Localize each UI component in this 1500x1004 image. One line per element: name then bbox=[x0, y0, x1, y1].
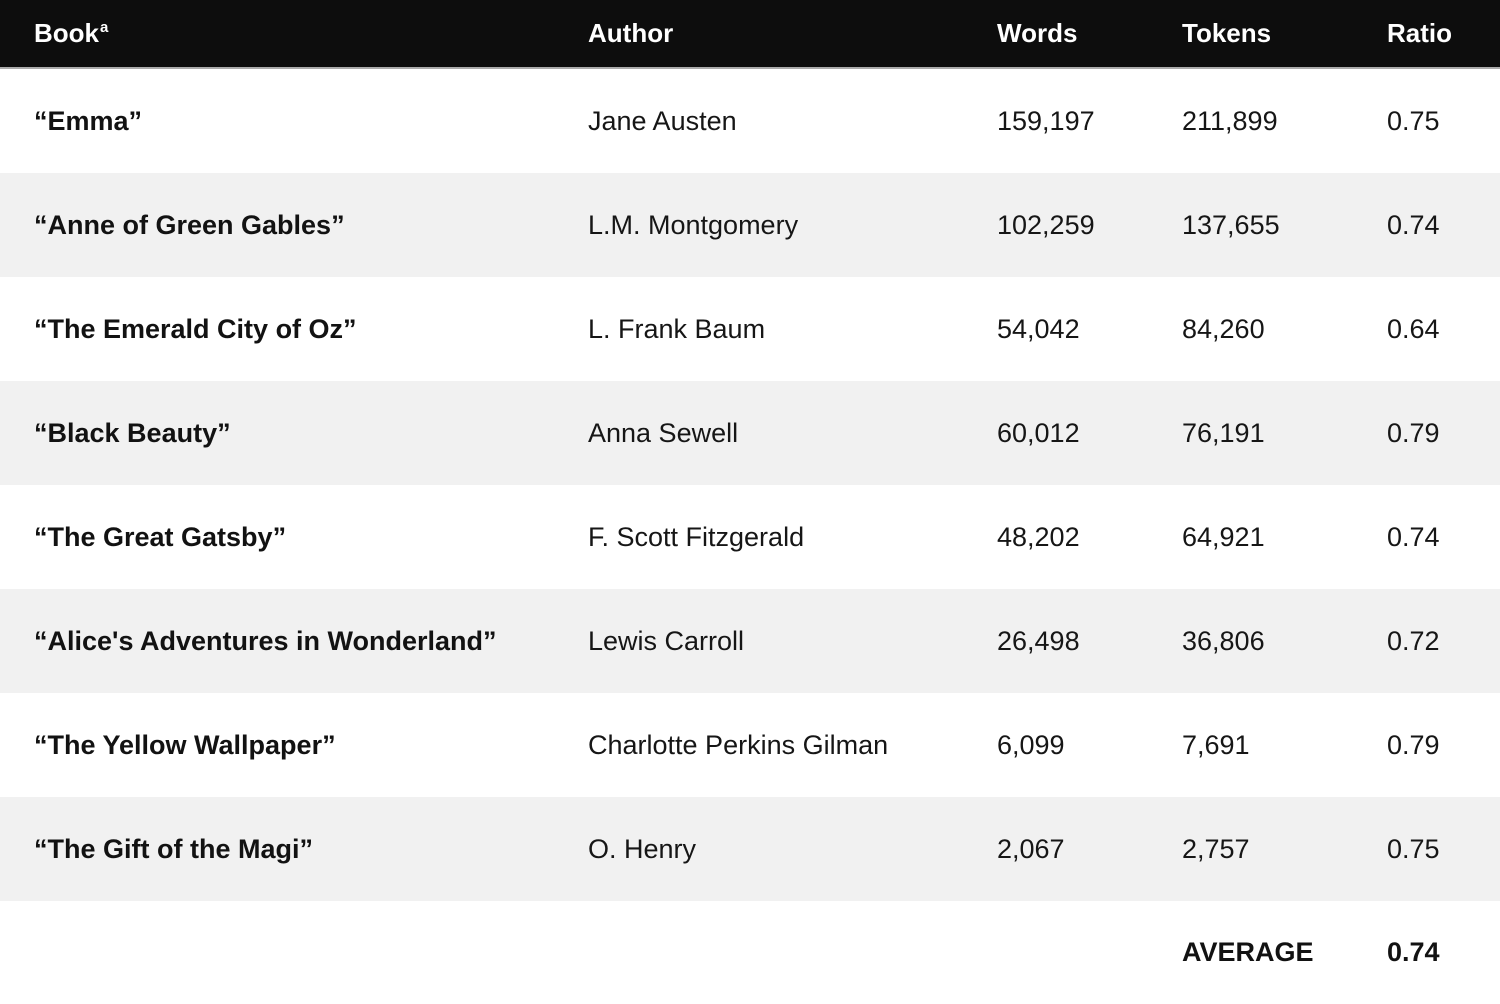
table-row bbox=[0, 173, 1500, 277]
book-title-cell: “The Great Gatsby” bbox=[34, 521, 287, 552]
tokens-cell: 7,691 bbox=[1182, 729, 1250, 760]
ratio-cell: 0.74 bbox=[1387, 209, 1440, 240]
table-header-row bbox=[0, 0, 1500, 69]
words-cell: 102,259 bbox=[997, 209, 1095, 240]
average-row bbox=[0, 901, 1500, 1004]
book-title-cell: “The Gift of the Magi” bbox=[34, 833, 313, 864]
tokens-cell: 2,757 bbox=[1182, 833, 1250, 864]
tokens-cell: 211,899 bbox=[1182, 105, 1278, 136]
book-title-cell: “Black Beauty” bbox=[34, 417, 231, 448]
book-title-cell: “Anne of Green Gables” bbox=[34, 209, 345, 240]
ratio-cell: 0.75 bbox=[1387, 105, 1440, 136]
author-cell: Lewis Carroll bbox=[588, 625, 745, 656]
table-row bbox=[0, 693, 1500, 797]
words-cell: 48,202 bbox=[997, 521, 1080, 552]
author-cell: L. Frank Baum bbox=[588, 313, 766, 344]
author-cell: Anna Sewell bbox=[588, 417, 739, 448]
words-cell: 6,099 bbox=[997, 729, 1065, 760]
tokens-cell: 36,806 bbox=[1182, 625, 1265, 656]
column-header-book bbox=[0, 18, 588, 49]
ratio-cell: 0.75 bbox=[1387, 833, 1440, 864]
ratio-cell: 0.64 bbox=[1387, 313, 1440, 344]
author-cell: L.M. Montgomery bbox=[588, 209, 799, 240]
ratio-cell: 0.74 bbox=[1387, 521, 1440, 552]
ratio-cell: 0.79 bbox=[1387, 417, 1440, 448]
tokens-cell: 84,260 bbox=[1182, 313, 1265, 344]
column-header-words: Words bbox=[997, 17, 1078, 48]
book-title-cell: “The Emerald City of Oz” bbox=[34, 313, 357, 344]
column-header-tokens: Tokens bbox=[1182, 17, 1272, 48]
table-row bbox=[0, 381, 1500, 485]
tokens-cell: 64,921 bbox=[1182, 521, 1265, 552]
author-cell: F. Scott Fitzgerald bbox=[588, 521, 805, 552]
table-row bbox=[0, 485, 1500, 589]
words-cell: 26,498 bbox=[997, 625, 1080, 656]
words-cell: 60,012 bbox=[997, 417, 1080, 448]
book-title-cell: “Alice's Adventures in Wonderland” bbox=[34, 625, 497, 656]
table-row bbox=[0, 69, 1500, 173]
author-cell: O. Henry bbox=[588, 833, 697, 864]
tokens-cell: 137,655 bbox=[1182, 209, 1280, 240]
table-row bbox=[0, 277, 1500, 381]
words-cell: 54,042 bbox=[997, 313, 1080, 344]
column-header-ratio: Ratio bbox=[1387, 17, 1452, 48]
ratio-cell: 0.79 bbox=[1387, 729, 1440, 760]
ratio-cell: 0.72 bbox=[1387, 625, 1440, 656]
average-label: AVERAGE bbox=[1182, 937, 1314, 968]
table-row bbox=[0, 797, 1500, 901]
book-title-cell: “Emma” bbox=[34, 105, 143, 136]
column-header-author: Author bbox=[588, 17, 674, 48]
book-title-cell: “The Yellow Wallpaper” bbox=[34, 729, 336, 760]
tokens-cell: 76,191 bbox=[1182, 417, 1265, 448]
author-cell: Jane Austen bbox=[588, 105, 737, 136]
words-cell: 2,067 bbox=[997, 833, 1065, 864]
column-header-book-label: Book bbox=[34, 17, 99, 48]
table-row bbox=[0, 589, 1500, 693]
footnote-marker: a bbox=[100, 19, 109, 37]
words-cell: 159,197 bbox=[997, 105, 1095, 136]
author-cell: Charlotte Perkins Gilman bbox=[588, 729, 889, 760]
average-value: 0.74 bbox=[1387, 937, 1440, 968]
